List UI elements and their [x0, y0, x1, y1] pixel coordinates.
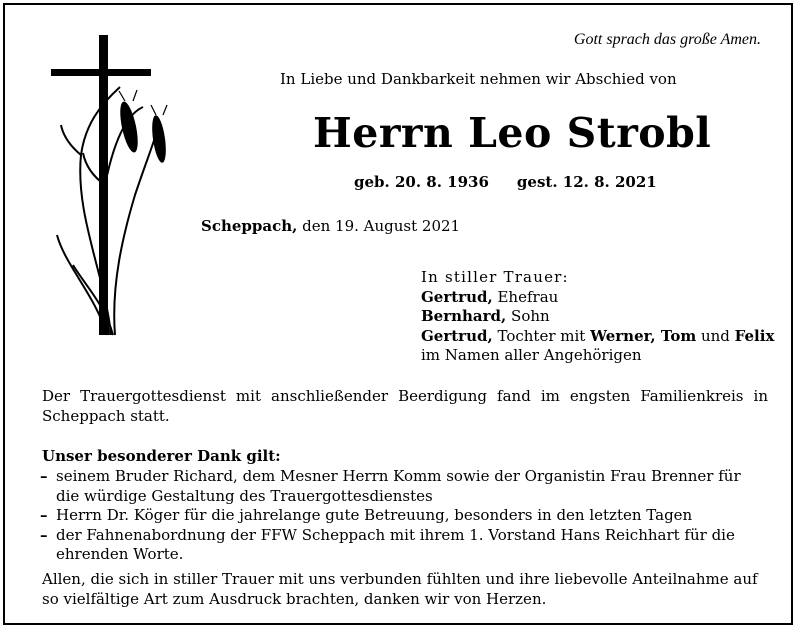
life-dates	[354, 173, 657, 191]
service-text: Der Trauergottesdienst mit anschließender Beerdigung fand im engsten Familienkreis in Scheppach statt.	[42, 387, 768, 425]
mourner-relation: Tochter mit	[492, 326, 591, 345]
list-item: – seinem Bruder Richard, dem Mesner Herrn Komm sowie der Organistin Frau Brenner für die würdige Gestaltung des Trauergottesdienstes	[42, 467, 768, 506]
mourner-line	[421, 288, 774, 308]
mourner-relation: Sohn	[506, 307, 550, 325]
death-date: gest. 12. 8. 2021	[516, 173, 657, 191]
mourner-name: Gertrud,	[421, 287, 493, 306]
place-date	[201, 217, 460, 235]
list-item: – Herrn Dr. Köger für die jahrelange gute Betreuung, besonders in den letzten Tagen	[42, 506, 768, 526]
mourner-name: Werner,	[590, 326, 656, 345]
mourner-name: Felix	[734, 326, 775, 345]
mourner-relation: und	[696, 326, 735, 345]
mourner-name: Gertrud,	[421, 326, 493, 345]
list-item: – der Fahnenabordnung der FFW Scheppach mit ihrem 1. Vorstand Hans Reichhart für die ehrenden Worte.	[42, 526, 768, 565]
birth-date: geb. 20. 8. 1936	[354, 173, 489, 191]
closing-text: Allen, die sich in stiller Trauer mit uns verbunden fühlten und ihre liebevolle Anteilnahme auf so vielfältige Art zum Ausdruck brachten, danken wir von Herzen.	[42, 570, 758, 608]
motto: Gott sprach das große Amen.	[573, 31, 761, 48]
intro-line: In Liebe und Dankbarkeit nehmen wir Abschied von	[280, 70, 677, 88]
obituary-notice	[3, 3, 793, 625]
cross-with-wheat-icon	[45, 35, 185, 355]
deceased-name: Herrn Leo Strobl	[313, 109, 712, 157]
mourner-line	[421, 327, 774, 347]
mourner-line	[421, 307, 774, 327]
place: Scheppach,	[201, 217, 298, 235]
thanks-list	[42, 467, 768, 565]
date: den 19. August 2021	[297, 217, 461, 235]
mourner-name: Tom	[655, 326, 697, 345]
mourner-name: Bernhard,	[421, 307, 507, 325]
mourners-block	[421, 268, 774, 366]
mourners-heading: In stiller Trauer:	[421, 268, 569, 286]
thanks-heading: Unser besonderer Dank gilt:	[42, 447, 281, 465]
mourners-footer: im Namen aller Angehörigen	[421, 346, 642, 364]
mourner-relation: Ehefrau	[492, 287, 559, 306]
